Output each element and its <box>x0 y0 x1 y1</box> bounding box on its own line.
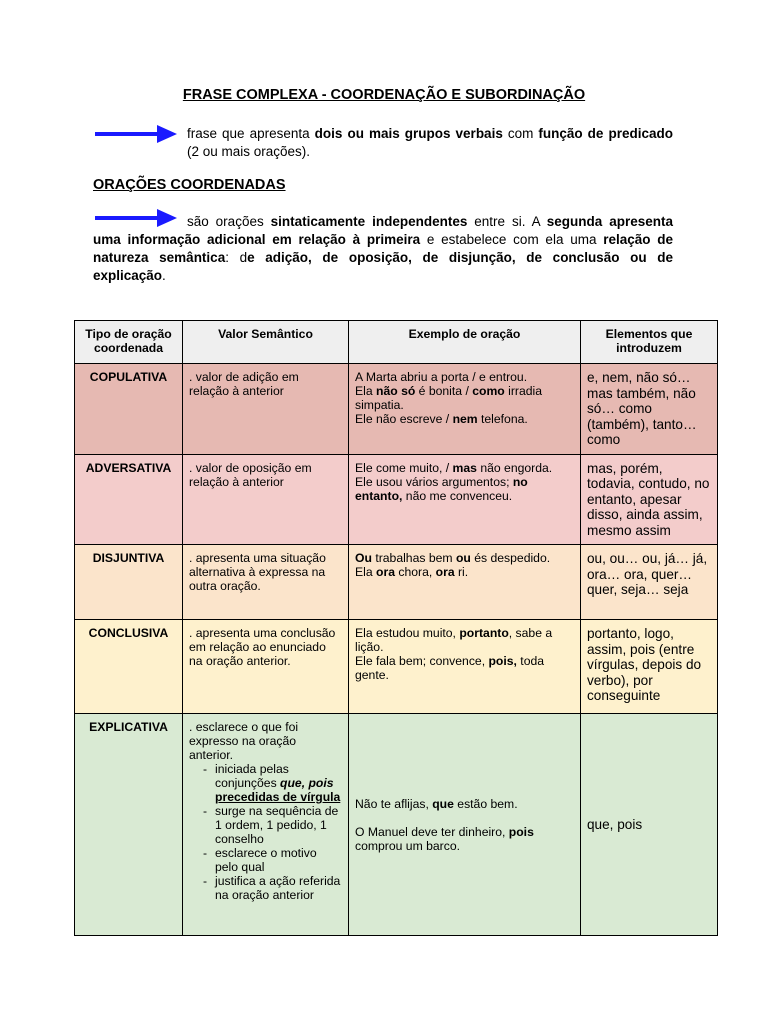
example-line: Ela estudou muito, portanto, sabe a lição. <box>355 626 553 654</box>
example-line: Ele não escreve / nem telefona. <box>355 412 528 426</box>
semantic-value: . apresenta uma situação alternativa à expressa na outra oração. <box>183 545 349 620</box>
section-title: ORAÇÕES COORDENADAS <box>93 177 286 193</box>
connectors-cell: portanto, logo, assim, pois (entre vírgulas, depois do verbo), por conseguinte <box>581 620 718 714</box>
clause-type: COPULATIVA <box>75 364 183 455</box>
definition-paragraph: frase que apresenta dois ou mais grupos verbais com função de predicado (2 ou mais orações). <box>187 126 673 159</box>
clause-type: CONCLUSIVA <box>75 620 183 714</box>
example-line: O Manuel deve ter dinheiro, pois comprou um barco. <box>355 824 534 853</box>
coordination-paragraph: são orações sintaticamente independentes entre si. A segunda apresenta uma informação adicional em relação à primeira e estabelece com ela uma relação de natureza semântica: de adição, de oposição, de disjunção, de conclusão ou de explicação. <box>93 214 674 283</box>
example-cell <box>349 364 581 455</box>
example-cell <box>349 545 581 620</box>
connectors-cell: e, nem, não só… mas também, não só… como (também), tanto… como <box>581 364 718 455</box>
example-cell <box>349 454 581 545</box>
connectors-cell: que, pois <box>581 714 718 936</box>
table-row <box>75 714 718 936</box>
coordinate-clauses-table <box>74 320 718 936</box>
example-line: Ele usou vários argumentos; no entanto, não me convenceu. <box>355 474 528 503</box>
example-line: Ela ora chora, ora ri. <box>355 565 469 579</box>
clause-type: DISJUNTIVA <box>75 545 183 620</box>
table-row <box>75 364 718 455</box>
example-cell <box>349 714 581 936</box>
explicativa-notes <box>189 762 342 902</box>
list-item: - esclarece o motivo pelo qual <box>189 846 342 874</box>
example-line: Não te aflijas, que estão bem. <box>355 796 518 811</box>
clause-type: EXPLICATIVA <box>75 714 183 936</box>
example-line: Ele fala bem; convence, pois, toda gente. <box>355 654 545 682</box>
connectors-cell: ou, ou… ou, já… já, ora… ora, quer… quer, seja… seja <box>581 545 718 620</box>
semantic-value: . valor de adição em relação à anterior <box>183 364 349 455</box>
clause-type: ADVERSATIVA <box>75 454 183 545</box>
table-row <box>75 620 718 714</box>
right-arrow-icon <box>93 123 179 145</box>
semantic-value-text: . esclarece o que foi expresso na oração anterior. <box>189 720 299 762</box>
list-item: - surge na sequência de 1 ordem, 1 pedido, 1 conselho <box>189 804 342 846</box>
list-item: - justifica a ação referida na oração anterior <box>189 874 342 902</box>
header-cell: Elementos que introduzem <box>581 321 718 364</box>
list-item: - iniciada pelas conjunções que, pois precedidas de vírgula <box>189 762 342 804</box>
header-cell: Exemplo de oração <box>349 321 581 364</box>
example-line: Ele come muito, / mas não engorda. <box>355 460 553 475</box>
page-title: FRASE COMPLEXA - COORDENAÇÃO E SUBORDINAÇÃO <box>182 87 586 103</box>
table-row <box>75 454 718 545</box>
example-line: Ela não só é bonita / como irradia simpatia. <box>355 384 542 412</box>
semantic-value <box>183 714 349 936</box>
table-row <box>75 545 718 620</box>
example-line: Ou trabalhas bem ou és despedido. <box>355 551 551 565</box>
spacer <box>355 811 574 825</box>
header-cell: Valor Semântico <box>183 321 349 364</box>
semantic-value: . apresenta uma conclusão em relação ao enunciado na oração anterior. <box>183 620 349 714</box>
header-cell: Tipo de oração coordenada <box>75 321 183 364</box>
example-cell <box>349 620 581 714</box>
example-line: A Marta abriu a porta / e entrou. <box>355 370 528 384</box>
connectors-cell: mas, porém, todavia, contudo, no entanto, apesar disso, ainda assim, mesmo assim <box>581 454 718 545</box>
semantic-value: . valor de oposição em relação à anterior <box>183 454 349 545</box>
table-header-row <box>75 321 718 364</box>
